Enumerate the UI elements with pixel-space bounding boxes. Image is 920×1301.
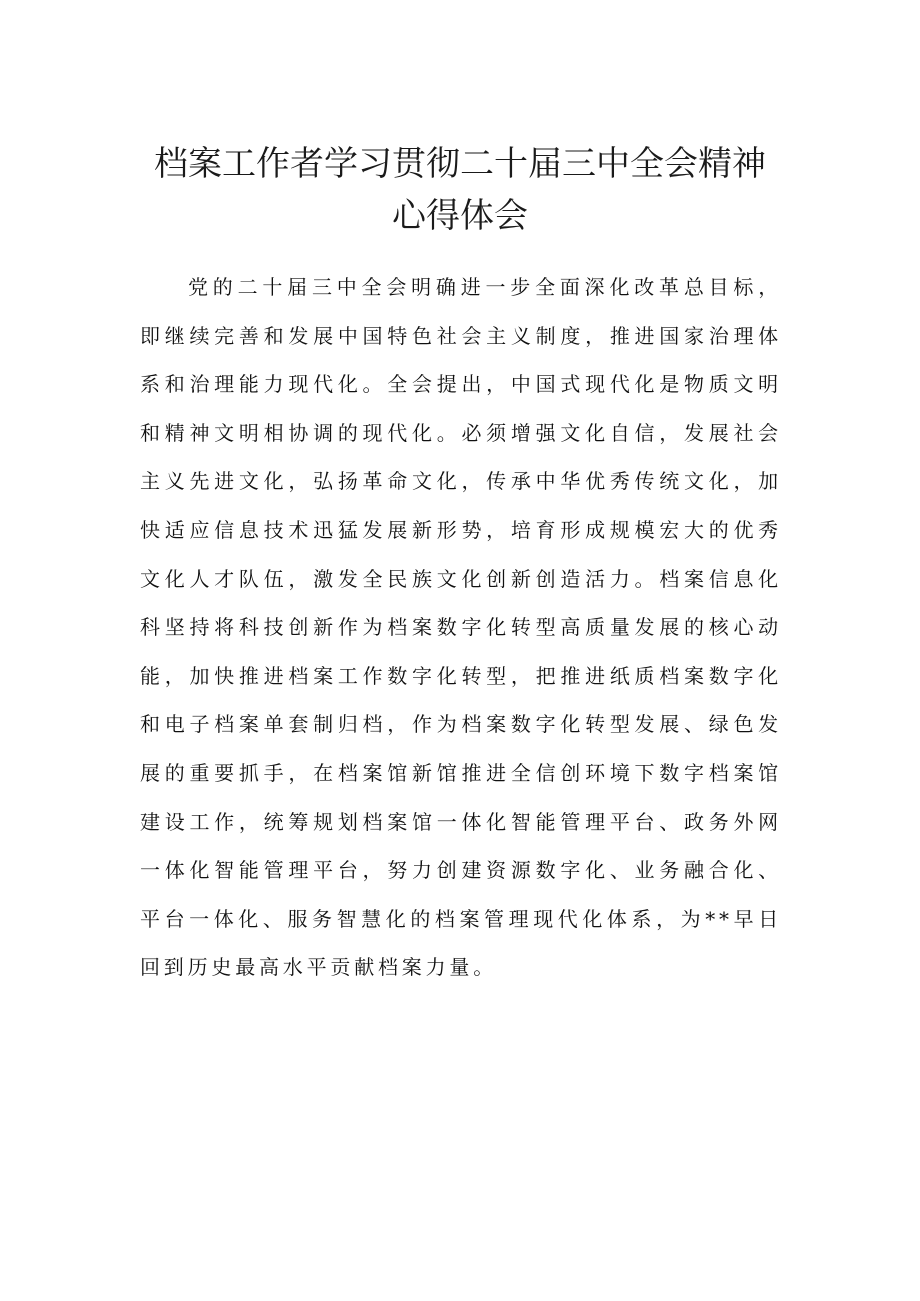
body-paragraph: 党的二十届三中全会明确进一步全面深化改革总目标，即继续完善和发展中国特色社会主义制度，推进国家治理体系和治理能力现代化。全会提出，中国式现代化是物质文明和精神文明相协调的现代化。必须增强文化自信，发展社会主义先进文化，弘扬革命文化，传承中华优秀传统文化，加快适应信息技术迅猛发展新形势，培育形成规模宏大的优秀文化人才队伍，激发全民族文化创新创造活力。档案信息化科坚持将科技创新作为档案数字化转型高质量发展的核心动能，加快推进档案工作数字化转型，把推进纸质档案数字化和电子档案单套制归档，作为档案数字化转型发展、绿色发展的重要抓手，在档案馆新馆推进全信创环境下数字档案馆建设工作，统筹规划档案馆一体化智能管理平台、政务外网一体化智能管理平台，努力创建资源数字化、业务融合化、平台一体化、服务智慧化的档案管理现代化体系，为**早日回到历史最高水平贡献档案力量。 — [140, 275, 782, 980]
document-title-line-2: 心得体会 — [392, 196, 528, 236]
document-title-line-1: 档案工作者学习贯彻二十届三中全会精神 — [154, 144, 766, 184]
